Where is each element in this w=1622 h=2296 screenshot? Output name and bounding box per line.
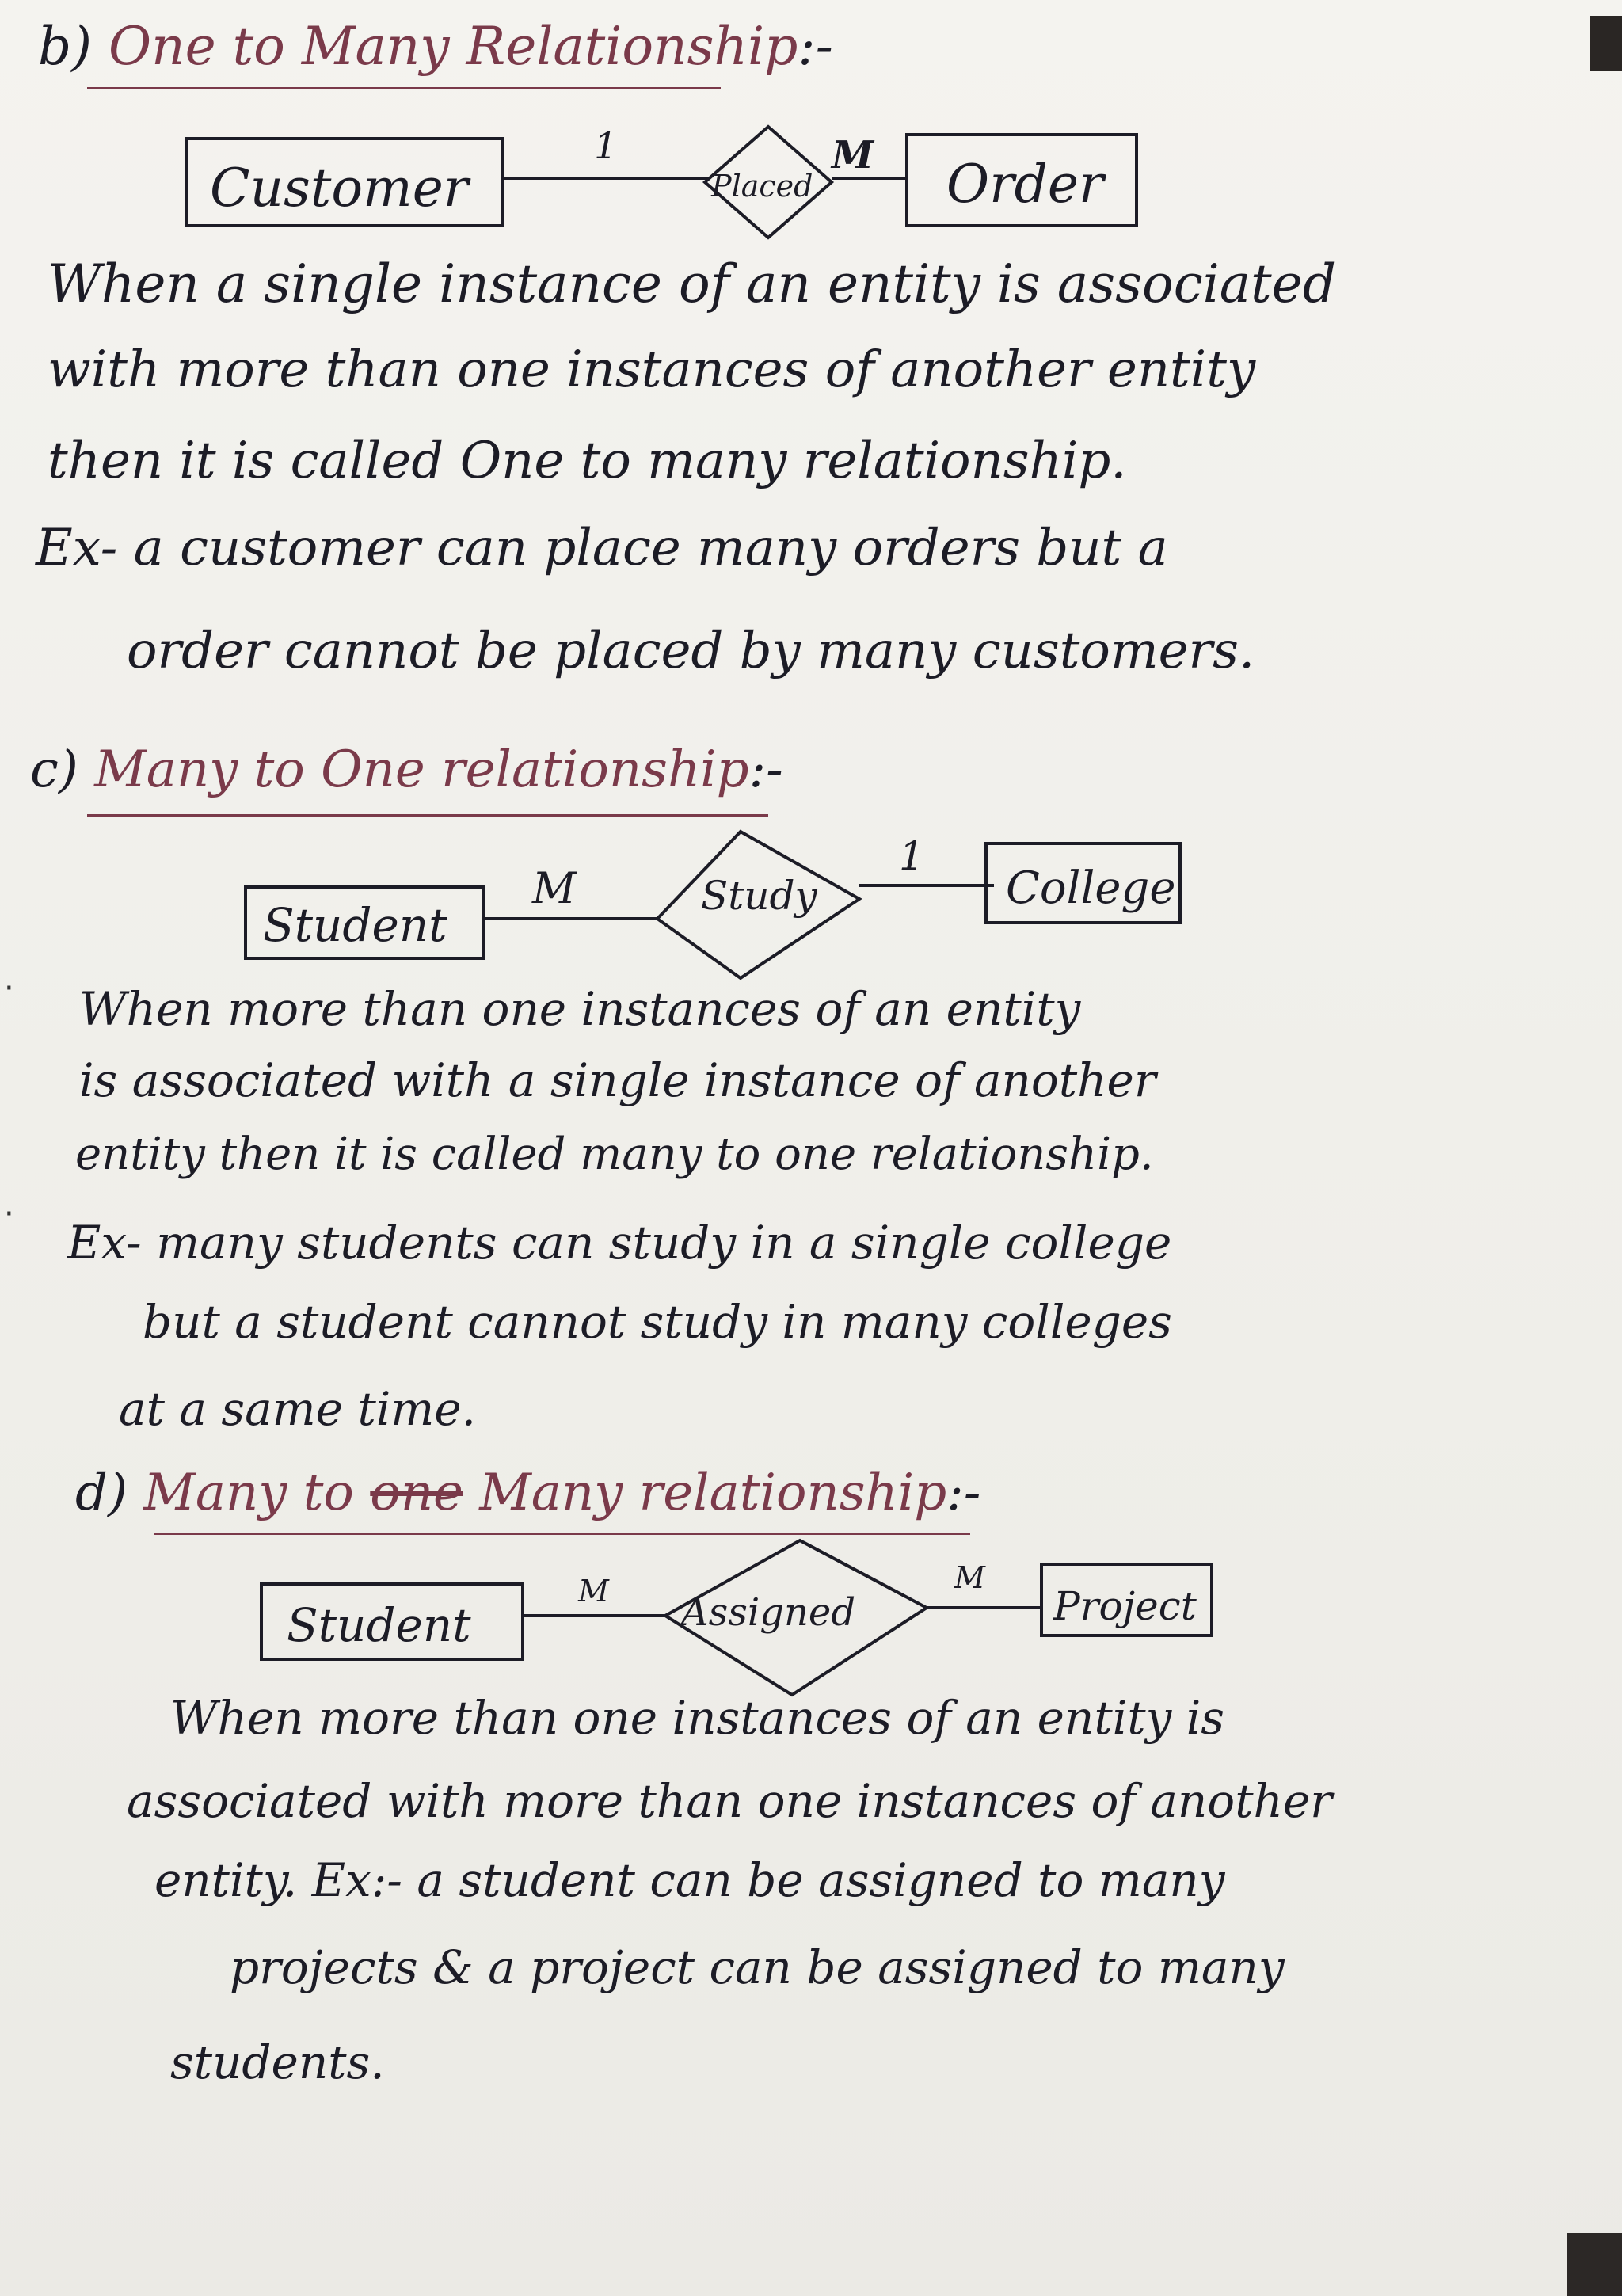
paragraph-line: entity then it is called many to one relationship. [75,1129,1154,1180]
paragraph-line: projects & a project can be assigned to many [230,1940,1285,1994]
cardinality-left: M [578,1574,609,1609]
paragraph-line: Ex- a customer can place many orders but a [36,519,1168,577]
cardinality-right: M [954,1560,985,1595]
paragraph-line: at a same time. [119,1382,477,1436]
heading-underline [154,1533,970,1535]
paragraph-line: with more than one instances of another entity [48,341,1256,399]
paragraph-line: When more than one instances of an entity is [170,1691,1225,1745]
entity-label-customer: Customer [210,158,469,219]
cardinality-left: M [532,863,577,913]
paragraph-line: When more than one instances of an entity [79,982,1081,1036]
section-title: Many to One relationship [94,741,749,799]
relationship-label-placed: Placed [711,169,813,204]
paragraph-line: order cannot be placed by many customers. [127,622,1255,680]
section-suffix: :- [798,16,833,77]
section-title: One to Many Relationship [108,16,798,77]
section-title-end: Many relationship [479,1464,947,1522]
paragraph-line: associated with more than one instances of another [127,1774,1332,1828]
entity-label-order: Order [946,154,1104,215]
section-suffix: :- [946,1464,981,1522]
section-heading-many-to-many [75,1464,980,1522]
paragraph-line: entity. Ex:- a student can be assigned to many [154,1853,1225,1907]
entity-label-student: Student [263,898,447,952]
paragraph-line: students. [170,2035,385,2089]
relationship-label-study: Study [701,873,817,919]
paragraph-line: Ex- many students can study in a single college [67,1216,1172,1270]
paragraph-line: is associated with a single instance of another [79,1053,1156,1107]
margin-dot: · [4,1196,14,1232]
cardinality-right: 1 [899,833,924,879]
section-prefix: b) [38,16,92,77]
entity-label-project: Project [1053,1583,1197,1629]
paragraph-line: but a student cannot study in many colleges [143,1295,1172,1349]
entity-label-student-2: Student [287,1598,471,1652]
section-title-struck: one [370,1464,463,1522]
section-title-start: Many to [143,1464,354,1522]
cardinality-left: 1 [594,124,618,167]
section-suffix: :- [748,741,783,799]
section-prefix: d) [75,1464,128,1522]
cardinality-right: M [832,133,874,177]
heading-underline [87,814,768,817]
paragraph-line: then it is called One to many relationship. [48,432,1127,490]
section-heading-many-to-one [30,741,783,799]
relationship-label-assigned: Assigned [681,1590,856,1635]
margin-dot: · [4,970,14,1007]
section-prefix: c) [30,741,78,799]
entity-label-college: College [1006,862,1176,914]
paragraph-line: When a single instance of an entity is associated [48,253,1336,314]
